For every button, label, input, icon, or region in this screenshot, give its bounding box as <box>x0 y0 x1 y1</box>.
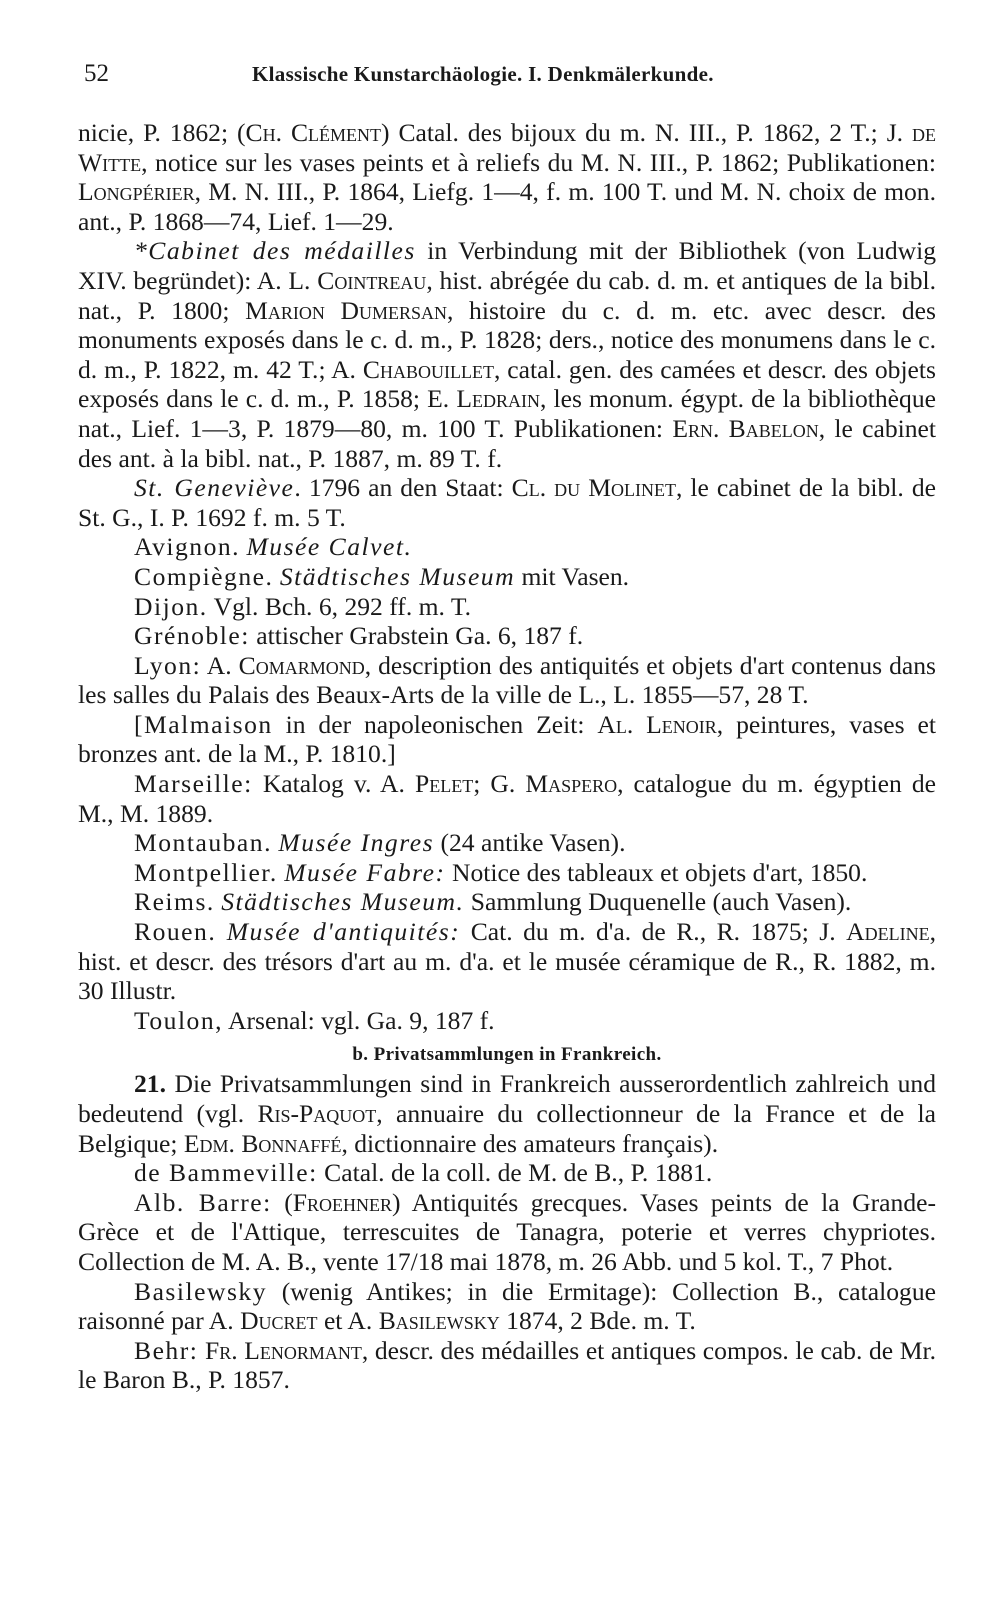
author-name: de Witte <box>78 118 936 177</box>
entry-montauban <box>78 828 936 858</box>
section-heading: b. Privatsammlungen in Frankreich. <box>352 1044 662 1066</box>
entry-basilewsky <box>78 1277 936 1336</box>
entry-reims <box>78 887 936 917</box>
author-name: Ducret <box>240 1306 318 1336</box>
entry-avignon <box>78 532 936 562</box>
text-run: , peintures, vases et bronzes ant. de la M., P. 1810.] <box>78 709 937 769</box>
collection-name: St. Geneviève <box>134 473 295 503</box>
author-name: Ern. Babelon <box>672 413 819 443</box>
text-run: Alb. Barre: <box>134 1187 272 1217</box>
collection-name: Städtisches Museum <box>279 561 516 591</box>
author-name: Adeline <box>846 917 930 947</box>
text-run: de Bammeville: <box>134 1158 318 1188</box>
paragraph-louvre-continuation <box>78 118 936 236</box>
entry-marseille <box>78 769 936 828</box>
text-run: (wenig Antikes; in die Ermitage): Collection B., catalogue raisonné par A. <box>78 1276 936 1336</box>
section-number: 21. <box>134 1069 166 1099</box>
author-name: Edm. Bonnaffé <box>183 1128 342 1158</box>
text-run: , catal. gen. des camées et descr. des objets exposés dans le c. d. m., P. 1858; E. <box>78 354 936 414</box>
text-run: , le cabinet des ant. à la bibl. nat., P. 1887, m. 89 T. f. <box>78 413 937 473</box>
collection-name: Städtisches Museum. <box>221 887 465 917</box>
author-name: Ch. Clément <box>245 118 381 147</box>
entry-rouen <box>78 917 936 1006</box>
author-name: Chabouillet <box>362 354 494 384</box>
entry-grenoble <box>78 621 936 651</box>
text-run: Avignon. <box>134 532 241 562</box>
entry-toulon <box>78 1006 936 1036</box>
entry-behr <box>78 1336 936 1395</box>
text-run: (24 antike Vasen). <box>434 828 626 858</box>
text-run: Sammlung Duquenelle (auch Vasen). <box>464 887 852 917</box>
entry-bammeville <box>78 1158 936 1188</box>
entry-dijon <box>78 592 936 622</box>
text-run: Arsenal: vgl. Ga. 9, 187 f. <box>223 1005 495 1035</box>
text-run: , description des antiquités et objets d'art contenus dans les salles du Palais des Beaux-Arts de la ville de L., L. 1855—57, 28 T. <box>78 650 936 710</box>
collection-name: Musée Calvet. <box>246 532 413 562</box>
text-run: Montpellier. <box>134 857 278 887</box>
text-run: Montauban. <box>134 828 272 858</box>
collection-name: Musée Fabre: <box>284 857 446 887</box>
text-run: ; G. <box>473 769 526 799</box>
text-run: A. <box>201 650 239 680</box>
text-run: 1874, 2 Bde. m. T. <box>499 1306 696 1336</box>
text-run: Compiègne. <box>134 561 274 591</box>
text-run: Catal. de la coll. de M. de B., P. 1881. <box>317 1158 713 1188</box>
text-run <box>198 1336 205 1365</box>
text-run: Notice des tableaux et objets d'art, 1850. <box>445 857 868 887</box>
text-run: [Malmaison <box>134 709 273 739</box>
text-run: et A. <box>317 1306 379 1336</box>
entry-malmaison <box>78 710 936 769</box>
author-name: Marion Dumersan <box>245 295 447 325</box>
text-run: , hist. abrégée du cab. d. m. et antiques de la bibl. nat., P. 1800; <box>78 265 937 325</box>
text-run: Vgl. Bch. 6, 292 ff. m. T. <box>207 591 471 621</box>
author-name: Pelet <box>415 769 474 799</box>
entry-lyon <box>78 651 936 710</box>
text-run: ) Catal. des bijoux du m. N. III., P. 1862, 2 T.; J. <box>381 118 912 147</box>
text-run: Reims. <box>134 887 215 917</box>
text-run: Basilewsky <box>134 1276 268 1306</box>
text-run: ( <box>271 1187 293 1217</box>
text-run: nicie, P. 1862; ( <box>78 118 246 147</box>
text-run: , hist. et descr. des trésors d'art au m. d'a. et le musée céramique de R., R. 1882, m. 30 Illustr. <box>78 917 936 1006</box>
text-run: mit Vasen. <box>515 561 630 591</box>
text-run: Marseille: <box>134 769 253 799</box>
text-run: Grénoble: <box>134 621 250 651</box>
text-run: in Verbindung mit der Bibliothek (von Ludwig XIV. begründet): A. L. <box>78 236 937 295</box>
author-name: Cl. du Molinet <box>511 473 676 503</box>
text-run: , annuaire du collectionneur de la France et de la Belgique; <box>78 1099 936 1158</box>
text-run: Cat. du m. d'a. de R., R. 1875; J. <box>460 917 847 947</box>
text-run: , notice sur les vases peints et à reliefs du M. N. III., P. 1862; Publikationen: <box>141 147 936 177</box>
text-run: , dictionnaire des amateurs français). <box>341 1128 719 1158</box>
page-body <box>78 118 936 1395</box>
entry-barre <box>78 1188 936 1277</box>
text-run: , M. N. III., P. 1864, Liefg. 1—4, f. m. 100 T. und M. N. choix de mon. ant., P. 1868—74, Lief. 1—29. <box>78 177 936 236</box>
text-run: Behr: <box>134 1335 199 1365</box>
collection-name: *Cabinet des médailles <box>134 236 416 266</box>
text-run: Die Privatsammlungen sind in Frankreich ausserordentlich zahlreich und bedeutend (vgl. <box>78 1069 936 1128</box>
author-name: Basilewsky <box>378 1306 500 1336</box>
author-name: Fr. Lenormant <box>204 1335 362 1365</box>
author-name: Ledrain <box>456 384 540 414</box>
author-name: Longpérier <box>78 177 195 207</box>
page-number: 52 <box>84 60 109 87</box>
running-title: Klassische Kunstarchäologie. I. Denkmälerkunde. <box>252 62 714 86</box>
text-run: Lyon: <box>134 650 202 680</box>
text-run: Rouen. <box>134 917 217 947</box>
text-run: Toulon, <box>134 1005 224 1035</box>
text-run: in der napoleonischen Zeit: <box>272 709 598 739</box>
author-name: Al. Lenoir <box>597 709 717 739</box>
entry-compiegne <box>78 562 936 592</box>
entry-montpellier <box>78 858 936 888</box>
page-header <box>84 60 944 96</box>
author-name: Froehner <box>292 1187 392 1217</box>
text-run: ) Antiquités grecques. Vases peints de la Grande-Grèce et de l'Attique, terrescuites de Tanagra, poterie et verres chypriotes. Collection de M. A. B., vente 17/18 mai 1878, m. 26 Abb. und 5 kol. T., 7 Phot. <box>78 1187 936 1276</box>
author-name: Maspero <box>525 769 618 799</box>
author-name: Cointreau <box>317 265 427 295</box>
collection-name: Musée d'antiquités: <box>226 917 461 947</box>
text-run: , descr. des médailles et antiques compos. le cab. de Mr. le Baron B., P. 1857. <box>78 1335 936 1395</box>
text-run: , catalogue du m. égyptien de M., M. 1889. <box>78 769 936 828</box>
collection-name: Musée Ingres <box>278 828 435 858</box>
text-run: . 1796 an den Staat: <box>294 473 512 503</box>
author-name: Comarmond <box>238 650 365 680</box>
paragraph-st-genevieve <box>78 473 936 532</box>
text-run: Katalog v. A. <box>252 769 415 799</box>
paragraph-21 <box>78 1069 936 1158</box>
text-run: , le cabinet de la bibl. de St. G., I. P. 1692 f. m. 5 T. <box>78 473 936 532</box>
text-run: attischer Grabstein Ga. 6, 187 f. <box>249 621 584 651</box>
author-name: Ris-Paquot <box>257 1099 377 1128</box>
text-run: , les monum. égypt. de la bibliothèque nat., Lief. 1—3, P. 1879—80, m. 100 T. Publikationen: <box>78 384 936 443</box>
text-run: Dijon. <box>134 591 208 621</box>
paragraph-cabinet-des-medailles <box>78 236 936 473</box>
text-run: , histoire du c. d. m. etc. avec descr. des monuments exposés dans le c. d. m., P. 1828; ders., notice des monumens dans le c. d. m., P. 1822, m. 42 T.; A. <box>78 295 936 384</box>
